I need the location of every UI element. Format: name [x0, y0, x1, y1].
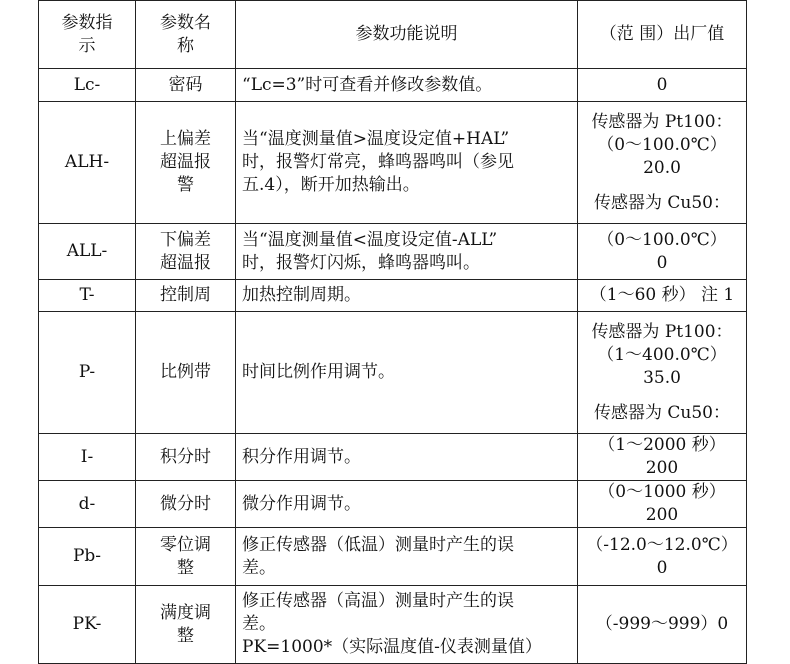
row-range — [578, 312, 747, 434]
row-name: 积分时 — [136, 434, 236, 481]
row-name: 上偏差 超温报 警 — [136, 102, 236, 224]
row-name: 下偏差 超温报 — [136, 224, 236, 280]
range-pt100: 传感器为 Pt100： （0～100.0℃） 20.0 — [591, 111, 733, 178]
row-range — [578, 102, 747, 224]
row-range: （0～100.0℃） 0 — [578, 224, 747, 280]
row-indicator: P- — [39, 312, 136, 434]
header-description: 参数功能说明 — [236, 1, 578, 69]
row-range: （1～2000 秒）200 — [578, 434, 747, 481]
row-description: 修正传感器（高温）测量时产生的误 差。 PK=1000*（实际温度值-仪表测量值） — [236, 586, 578, 664]
row-description: 时间比例作用调节。 — [236, 312, 578, 434]
row-indicator: I- — [39, 434, 136, 481]
row-description: 修正传感器（低温）测量时产生的误 差。 — [236, 528, 578, 586]
row-name: 密码 — [136, 69, 236, 102]
row-indicator: T- — [39, 280, 136, 312]
table-row — [39, 586, 747, 664]
row-range: 0 — [578, 69, 747, 102]
row-description: 当“温度测量值>温度设定值+HAL” 时，报警灯常亮，蜂鸣器鸣叫（参见 五.4），断开加热输出。 — [236, 102, 578, 224]
row-description: 微分作用调节。 — [236, 481, 578, 528]
row-range: （-999～999）0 — [578, 586, 747, 664]
table-row — [39, 434, 747, 481]
header-range: （范 围）出厂值 — [578, 1, 747, 69]
row-indicator: Lc- — [39, 69, 136, 102]
row-indicator: ALH- — [39, 102, 136, 224]
range-pt100: 传感器为 Pt100： （1～400.0℃） 35.0 — [591, 321, 733, 388]
table-row — [39, 224, 747, 280]
header-indicator: 参数指 示 — [39, 1, 136, 69]
table-row — [39, 69, 747, 102]
table-row — [39, 481, 747, 528]
table-row — [39, 280, 747, 312]
table-row — [39, 528, 747, 586]
row-name: 满度调 整 — [136, 586, 236, 664]
range-cu50: 传感器为 Cu50： — [594, 192, 730, 213]
range-cu50: 传感器为 Cu50： — [594, 402, 730, 423]
row-description: 积分作用调节。 — [236, 434, 578, 481]
row-range: （-12.0～12.0℃） 0 — [578, 528, 747, 586]
row-description: 加热控制周期。 — [236, 280, 578, 312]
parameter-table — [38, 0, 747, 664]
row-range: （0～1000 秒）200 — [578, 481, 747, 528]
row-indicator: d- — [39, 481, 136, 528]
row-name: 控制周 — [136, 280, 236, 312]
table-row — [39, 312, 747, 434]
table-row — [39, 102, 747, 224]
row-indicator: Pb- — [39, 528, 136, 586]
row-name: 零位调 整 — [136, 528, 236, 586]
header-name: 参数名 称 — [136, 1, 236, 69]
table-header-row — [39, 1, 747, 69]
row-name: 微分时 — [136, 481, 236, 528]
row-range: （1～60 秒） 注 1 — [578, 280, 747, 312]
row-description: “Lc=3”时可查看并修改参数值。 — [236, 69, 578, 102]
row-name: 比例带 — [136, 312, 236, 434]
row-indicator: ALL- — [39, 224, 136, 280]
row-indicator: PK- — [39, 586, 136, 664]
row-description: 当“温度测量值<温度设定值-ALL” 时，报警灯闪烁，蜂鸣器鸣叫。 — [236, 224, 578, 280]
